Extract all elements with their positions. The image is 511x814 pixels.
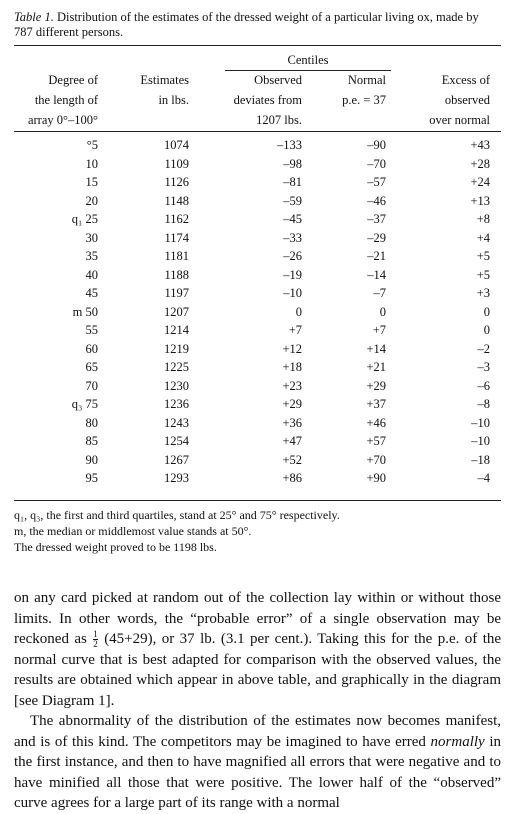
- cell-normal: +37: [366, 397, 386, 411]
- cell-observed: –45: [283, 212, 302, 226]
- cell-estimate: 1267: [164, 452, 189, 467]
- note-median: m, the median or middlemost value stands at 50°.: [14, 524, 252, 538]
- cell-excess: +4: [476, 230, 490, 245]
- note-dressed-weight: The dressed weight proved to be 1198 lbs.: [14, 540, 217, 554]
- cell-estimate: 1197: [164, 286, 189, 300]
- cell-normal: +46: [366, 415, 386, 430]
- cell-excess: +8: [476, 212, 490, 226]
- cell-normal: +29: [366, 378, 386, 393]
- header-excess-line: observed: [444, 93, 490, 107]
- cell-excess: –6: [477, 378, 490, 393]
- cell-observed: –33: [283, 230, 302, 245]
- header-observed-line: 1207 lbs.: [256, 113, 302, 127]
- header-degree-line: Degree of: [48, 73, 98, 87]
- cell-degree: 45: [85, 286, 98, 300]
- cell-observed: +18: [282, 360, 302, 374]
- cell-observed: –10: [283, 286, 302, 300]
- cell-estimate: 1162: [164, 212, 189, 226]
- cell-degree: q₃ 75: [71, 397, 98, 411]
- cell-degree: 80: [85, 415, 98, 430]
- header-degree-line: the length of: [34, 93, 98, 107]
- cell-degree: q₁ 25: [71, 212, 98, 226]
- header-normal-line: p.e. = 37: [342, 93, 386, 107]
- cell-estimate: 1225: [164, 360, 189, 374]
- cell-excess: –2: [477, 341, 490, 356]
- cell-excess: +5: [476, 267, 490, 282]
- cell-normal: –57: [367, 175, 386, 189]
- table-notes: [14, 507, 340, 555]
- cell-observed: –133: [277, 138, 302, 152]
- cell-estimate: 1074: [164, 138, 189, 152]
- cell-observed: –98: [283, 156, 302, 171]
- cell-degree: 90: [85, 452, 98, 467]
- cell-normal: 0: [379, 304, 386, 319]
- table-caption-text: Distribution of the estimates of the dressed weight of a particular living ox, made by 787 different persons.: [14, 10, 479, 39]
- cell-degree: 35: [85, 249, 98, 263]
- cell-normal: +7: [372, 323, 386, 337]
- cell-excess: +24: [470, 175, 490, 189]
- cell-estimate: 1109: [164, 156, 189, 171]
- cell-estimate: 1293: [164, 471, 189, 485]
- cell-observed: –26: [283, 249, 302, 263]
- cell-normal: –70: [367, 156, 386, 171]
- cell-excess: +5: [476, 249, 490, 263]
- body-text: [14, 588, 501, 814]
- cell-estimate: 1230: [164, 378, 189, 393]
- cell-excess: –10: [471, 434, 490, 448]
- cell-normal: +70: [366, 452, 386, 467]
- cell-excess: +28: [470, 156, 490, 171]
- cell-estimate: 1254: [164, 434, 189, 448]
- table-label: Table 1.: [14, 10, 54, 24]
- header-normal-line: Normal: [347, 73, 386, 87]
- paragraph-2: [14, 711, 501, 814]
- cell-excess: +3: [476, 286, 490, 300]
- cell-degree: 95: [85, 471, 98, 485]
- cell-excess: –18: [471, 452, 490, 467]
- fraction-numerator: 1: [93, 629, 98, 640]
- cell-normal: –21: [367, 249, 386, 263]
- cell-observed: +7: [288, 323, 302, 337]
- header-estimates-line: in lbs.: [158, 93, 189, 107]
- cell-estimate: 1188: [164, 267, 189, 282]
- cell-excess: +43: [470, 138, 490, 152]
- paragraph-2-text-b: in the first instance, and then to have magnified all errors that were negative and to have minified all those that were positive. The lower half of the “observed” curve agrees for a large part of its range with a normal: [14, 733, 501, 811]
- fraction-one-half: [93, 630, 98, 649]
- cell-degree: 15: [85, 175, 98, 189]
- cell-estimate: 1148: [164, 193, 189, 208]
- cell-excess: 0: [483, 304, 490, 319]
- cell-degree: 55: [85, 323, 98, 337]
- paragraph-1: [14, 588, 501, 711]
- cell-degree: 85: [85, 434, 98, 448]
- cell-degree: m 50: [72, 304, 98, 319]
- cell-degree: 10: [85, 156, 98, 171]
- table-top-rule: [14, 45, 501, 46]
- header-degree-line: array 0°–100°: [27, 113, 98, 127]
- cell-normal: +21: [366, 360, 386, 374]
- cell-observed: +23: [282, 378, 302, 393]
- cell-excess: –3: [477, 360, 490, 374]
- header-rule: [14, 131, 501, 132]
- cell-estimate: 1219: [164, 341, 189, 356]
- table-caption: [14, 10, 500, 40]
- cell-observed: +36: [282, 415, 302, 430]
- cell-degree: 40: [85, 267, 98, 282]
- paragraph-2-text-a: The abnormality of the distribution of the estimates now becomes manifest, and is of this kind. The competitors may be imagined to have erred: [14, 713, 501, 750]
- cell-normal: +90: [366, 471, 386, 485]
- emphasis-normally: normally: [430, 733, 485, 750]
- table-bottom-rule: [14, 500, 501, 501]
- paragraph-1-text-b: (45+29), or 37 lb. (3.1 per cent.). Taking this for the p.e. of the normal curve that is best adapted for comparison with the observed values, the results are obtained which appear in above table, and graphically in the diagram [see Diagram 1].: [14, 631, 502, 709]
- note-quartiles: q₁, q₃, the first and third quartiles, stand at 25° and 75° respectively.: [14, 508, 340, 522]
- header-observed-line: deviates from: [233, 93, 302, 107]
- header-excess-line: over normal: [429, 113, 490, 127]
- header-excess-line: Excess of: [441, 73, 490, 87]
- cell-observed: –19: [283, 267, 302, 282]
- cell-estimate: 1174: [164, 230, 189, 245]
- header-observed-line: Observed: [254, 73, 302, 87]
- cell-estimate: 1214: [164, 323, 189, 337]
- cell-normal: –7: [373, 286, 386, 300]
- cell-estimate: 1243: [164, 415, 189, 430]
- cell-observed: 0: [295, 304, 302, 319]
- cell-estimate: 1207: [164, 304, 189, 319]
- cell-normal: +57: [366, 434, 386, 448]
- cell-degree: 65: [85, 360, 98, 374]
- cell-observed: +12: [282, 341, 302, 356]
- cell-degree: °5: [86, 138, 98, 152]
- cell-observed: –81: [283, 175, 302, 189]
- cell-normal: –29: [367, 230, 386, 245]
- cell-excess: –10: [471, 415, 490, 430]
- cell-excess: –4: [477, 471, 490, 485]
- cell-observed: +52: [282, 452, 302, 467]
- cell-estimate: 1181: [164, 249, 189, 263]
- paragraph-1-text-a: on any card picked at random out of the collection lay within or without those limits. In other words, the “probable error” of a single observation may be reckoned as: [14, 590, 501, 647]
- cell-degree: 70: [85, 378, 98, 393]
- cell-degree: 60: [85, 341, 98, 356]
- cell-observed: +86: [282, 471, 302, 485]
- cell-degree: 30: [85, 230, 98, 245]
- cell-observed: –59: [283, 193, 302, 208]
- cell-observed: +29: [282, 397, 302, 411]
- cell-observed: +47: [282, 434, 302, 448]
- cell-normal: –14: [367, 267, 386, 282]
- cell-normal: +14: [366, 341, 386, 356]
- cell-normal: –90: [367, 138, 386, 152]
- cell-normal: –46: [367, 193, 386, 208]
- cell-estimate: 1126: [164, 175, 189, 189]
- cell-excess: +13: [470, 193, 490, 208]
- header-estimates-line: Estimates: [140, 73, 189, 87]
- cell-excess: –8: [477, 397, 490, 411]
- cell-degree: 20: [85, 193, 98, 208]
- centiles-header: Centiles: [287, 53, 329, 67]
- cell-excess: 0: [483, 323, 490, 337]
- cell-normal: –37: [367, 212, 386, 226]
- fraction-denominator: 2: [93, 639, 98, 650]
- cell-estimate: 1236: [164, 397, 189, 411]
